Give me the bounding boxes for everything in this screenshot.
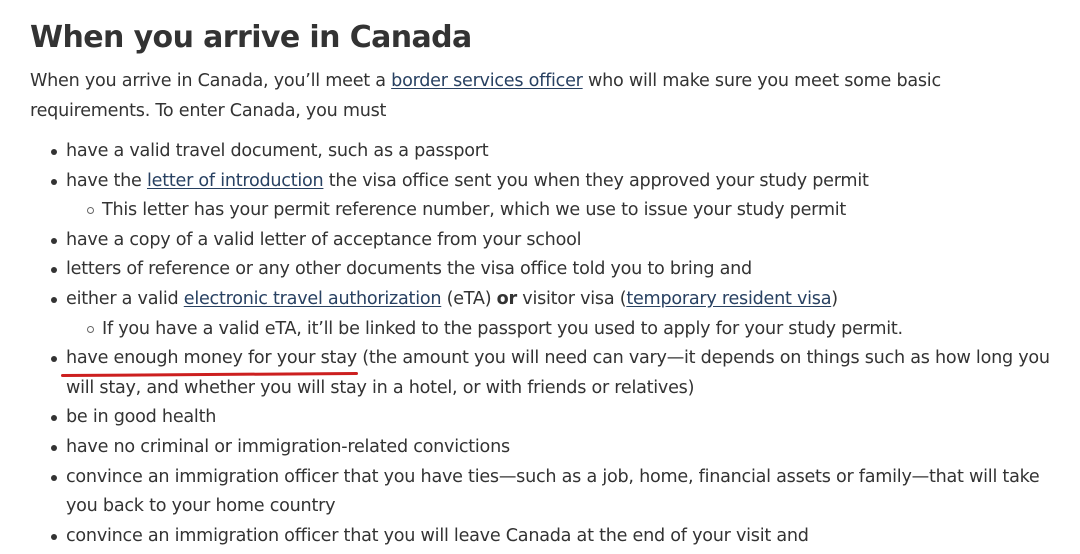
list-item <box>30 522 1070 552</box>
list-item <box>30 463 1070 522</box>
letter-of-introduction-link[interactable]: letter of introduction <box>146 170 324 191</box>
requirement-money-details: (the amount you will need can vary—it depends on things such as how long you will stay, and whether you will stay in a hotel, or with friends or relatives) <box>66 348 1050 398</box>
temporary-resident-visa-link[interactable]: temporary resident visa <box>626 288 832 309</box>
requirement-eta-text-mid: (eTA) <box>441 288 497 309</box>
sub-list-item <box>66 196 1070 226</box>
letter-reference-note: This letter has your permit reference number, which we use to issue your study permit <box>102 200 846 221</box>
sub-list-item <box>66 315 1070 345</box>
requirement-eta-text-end: ) <box>831 288 838 309</box>
list-item <box>30 137 1070 167</box>
electronic-travel-authorization-link[interactable]: electronic travel authorization <box>183 288 442 309</box>
requirement-no-convictions: have no criminal or immigration-related convictions <box>66 436 510 457</box>
requirement-good-health: be in good health <box>66 407 217 428</box>
enough-money-highlight: have enough money for your stay <box>66 348 357 369</box>
requirement-travel-document: have a valid travel document, such as a passport <box>66 141 489 161</box>
requirement-letter-text-start: have the <box>66 170 147 191</box>
requirement-letter-text-end: the visa office sent you when they approved your study permit <box>323 170 869 191</box>
list-item <box>30 255 1070 285</box>
requirement-reference-letters: letters of reference or any other documents the visa office told you to bring and <box>66 259 752 280</box>
sub-list <box>66 315 1070 345</box>
list-item <box>30 433 1070 463</box>
intro-paragraph <box>30 67 1060 126</box>
intro-text-start: When you arrive in Canada, you’ll meet a <box>30 71 392 91</box>
list-item <box>30 167 1070 226</box>
list-item <box>30 403 1070 433</box>
intro-text-end: who will make sure you meet some basic requirements. To enter Canada, you must <box>30 71 941 121</box>
list-item <box>30 285 1070 344</box>
eta-passport-note: If you have a valid eTA, it’ll be linked to the passport you used to apply for your study permit. <box>102 318 903 339</box>
requirement-acceptance-letter: have a copy of a valid letter of acceptance from your school <box>66 229 582 250</box>
requirement-eta-text-start: either a valid <box>66 288 184 309</box>
sub-list <box>66 196 1070 226</box>
requirements-list <box>30 137 1070 551</box>
page-title: When you arrive in Canada <box>30 20 472 55</box>
border-services-officer-link[interactable]: border services officer <box>391 71 583 91</box>
or-emphasis: or <box>496 288 517 309</box>
requirement-home-ties: convince an immigration officer that you have ties—such as a job, home, financial assets or family—that will take you back to your home country <box>66 466 1040 517</box>
list-item <box>30 226 1070 256</box>
requirement-visa-text: visitor visa ( <box>516 288 627 309</box>
requirement-leave-canada: convince an immigration officer that you will leave Canada at the end of your visit and <box>66 525 809 546</box>
